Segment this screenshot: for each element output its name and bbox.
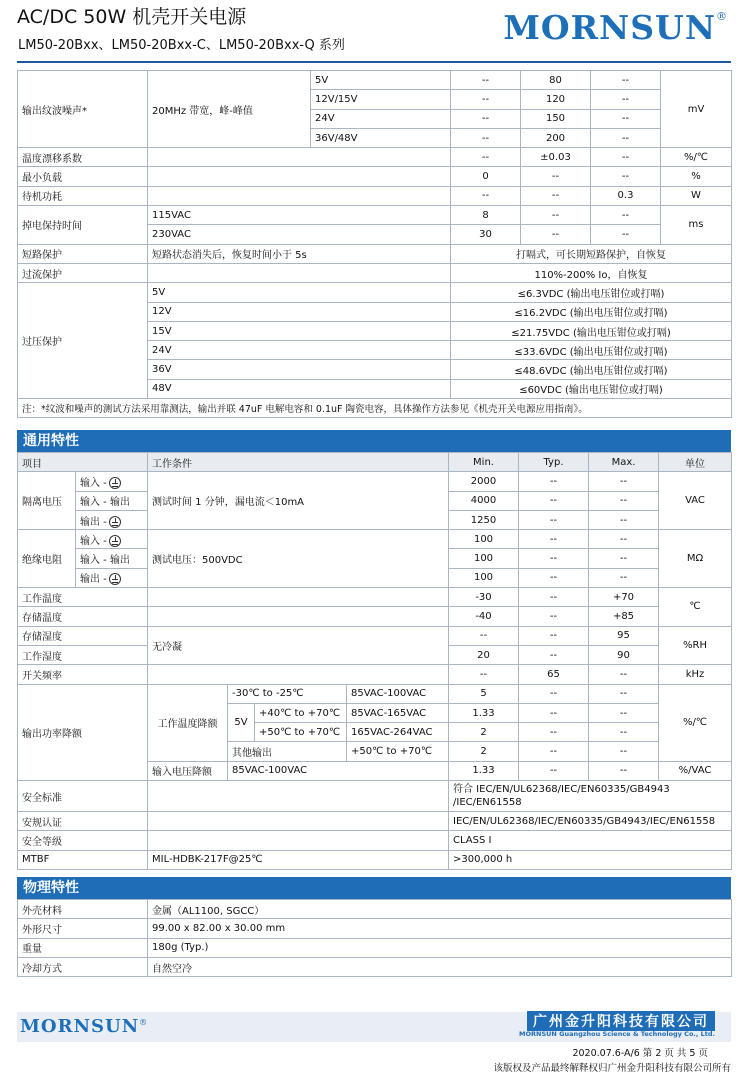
value-line: /IEC/EN61558: [453, 797, 522, 809]
footer-date-page: 2020.07.6-A/6 第 2 页 共 5 页: [572, 1048, 708, 1059]
typ-value: --: [519, 742, 589, 761]
typ-value: 65: [519, 665, 589, 684]
condition-cell: 12V: [148, 302, 451, 321]
table-row: [18, 167, 732, 186]
value-cell: 110%-200% Io，自恢复: [451, 263, 732, 282]
test-point: [76, 472, 148, 491]
ripple-voltage: 5V: [311, 71, 451, 90]
value-cell: ≤33.6VDC (输出电压钳位或打嗝): [451, 341, 732, 360]
item-label: 输出功率降额: [18, 684, 148, 780]
condition-cell: 无冷凝: [148, 626, 449, 665]
footer-logo: [20, 1016, 148, 1037]
derating-temp: 其他输出: [228, 742, 347, 761]
min-value: -30: [449, 588, 519, 607]
max-value: 95: [589, 626, 659, 645]
max-value: --: [589, 665, 659, 684]
typ-value: --: [519, 761, 589, 780]
table-row: [18, 626, 732, 645]
typ-value: --: [519, 588, 589, 607]
condition-cell: 36V: [148, 360, 451, 379]
typ-value: --: [519, 607, 589, 626]
max-value: --: [591, 148, 661, 167]
max-value: --: [591, 109, 661, 128]
value-cell: 金属（AL1100, SGCC）: [148, 900, 732, 919]
min-value: 100: [449, 549, 519, 568]
brand-logo: [503, 8, 728, 47]
table-row: [18, 530, 732, 549]
max-value: --: [591, 128, 661, 147]
value-cell: ≤16.2VDC (输出电压钳位或打嗝): [451, 302, 732, 321]
item-label: 待机功耗: [18, 186, 148, 205]
page-subtitle: LM50-20Bxx、LM50-20Bxx-C、LM50-20Bxx-Q 系列: [18, 38, 345, 53]
typ-value: 200: [521, 128, 591, 147]
condition-cell: 115VAC: [148, 206, 451, 225]
typ-value: --: [519, 530, 589, 549]
max-value: --: [589, 568, 659, 587]
test-point-label: 输出 -: [80, 516, 107, 528]
value-cell: >300,000 h: [449, 850, 732, 869]
derating-temp: +50℃ to +70℃: [255, 723, 347, 742]
typ-value: --: [521, 186, 591, 205]
test-point-label: 输入 -: [80, 535, 107, 547]
max-value: --: [591, 167, 661, 186]
min-value: 100: [449, 530, 519, 549]
min-value: 1250: [449, 510, 519, 529]
table-row: [18, 472, 732, 491]
footer-copyright: 该版权及产品最终解释权归广州金升阳科技有限公司所有: [493, 1063, 731, 1074]
table-row: [18, 607, 732, 626]
item-label: 安全等级: [18, 831, 148, 850]
min-value: 4000: [449, 491, 519, 510]
test-point: [76, 530, 148, 549]
table-row: [18, 148, 732, 167]
table-row: [18, 186, 732, 205]
table-row: [18, 900, 732, 919]
derating-type: 输入电压降额: [148, 761, 228, 780]
table-row: [18, 781, 732, 812]
min-value: -40: [449, 607, 519, 626]
page-title: AC/DC 50W 机壳开关电源: [17, 6, 247, 28]
item-label: 绝缘电阻: [18, 530, 76, 588]
unit-value: VAC: [659, 472, 732, 530]
test-point-label: 输入 -: [80, 477, 107, 489]
value-cell: 打嗝式，可长期短路保护，自恢复: [451, 244, 732, 263]
max-value: --: [589, 761, 659, 780]
table-row: [18, 919, 732, 938]
test-point: [76, 568, 148, 587]
typ-value: --: [519, 510, 589, 529]
typ-value: --: [521, 225, 591, 244]
table-header-row: [18, 453, 732, 472]
unit-value: %/VAC: [659, 761, 732, 780]
derating-vin: 85VAC-165VAC: [347, 703, 449, 722]
typ-value: --: [519, 472, 589, 491]
unit-value: %/℃: [661, 148, 732, 167]
value-cell: [449, 781, 732, 812]
table-row: [18, 588, 732, 607]
condition-cell: [148, 831, 449, 850]
typ-value: --: [519, 703, 589, 722]
unit-value: MΩ: [659, 530, 732, 588]
max-value: +70: [589, 588, 659, 607]
min-value: --: [449, 626, 519, 645]
value-line: 符合 IEC/EN/UL62368/IEC/EN60335/GB4943: [453, 784, 670, 796]
derating-vin: 85VAC-100VAC: [228, 761, 449, 780]
max-value: --: [589, 472, 659, 491]
max-value: --: [589, 742, 659, 761]
item-label: 冷却方式: [18, 957, 148, 976]
typ-value: 120: [521, 90, 591, 109]
table-row: [18, 244, 732, 263]
column-header: 项目: [18, 453, 148, 472]
typ-value: --: [519, 684, 589, 703]
column-header: Max.: [589, 453, 659, 472]
footer-company-name: 广州金升阳科技有限公司: [527, 1011, 715, 1031]
typ-value: --: [519, 723, 589, 742]
registered-mark: ®: [139, 1018, 149, 1027]
min-value: 100: [449, 568, 519, 587]
condition-cell: 48V: [148, 379, 451, 398]
min-value: 5: [449, 684, 519, 703]
derating-vin: 165VAC-264VAC: [347, 723, 449, 742]
condition-cell: 15V: [148, 321, 451, 340]
column-header: Typ.: [519, 453, 589, 472]
value-cell: ≤48.6VDC (输出电压钳位或打嗝): [451, 360, 732, 379]
footer-logo-text: MORNSUN: [20, 1016, 140, 1037]
typ-value: --: [519, 645, 589, 664]
min-value: --: [451, 128, 521, 147]
condition-cell: [148, 148, 451, 167]
table-row: [18, 399, 732, 418]
derating-type: 工作温度降额: [148, 684, 228, 761]
general-spec-table: [17, 452, 732, 870]
min-value: 2: [449, 723, 519, 742]
section-title-physical: 物理特性: [17, 877, 731, 899]
ripple-voltage: 36V/48V: [311, 128, 451, 147]
max-value: --: [591, 90, 661, 109]
min-value: 30: [451, 225, 521, 244]
condition-cell: [148, 167, 451, 186]
max-value: --: [589, 491, 659, 510]
max-value: +85: [589, 607, 659, 626]
table-row: [18, 206, 732, 225]
column-header: 工作条件: [148, 453, 449, 472]
ground-icon: [109, 573, 121, 585]
min-value: 2: [449, 742, 519, 761]
max-value: --: [591, 206, 661, 225]
max-value: --: [591, 225, 661, 244]
ground-icon: [109, 477, 121, 489]
derating-voltage: 5V: [228, 703, 255, 742]
min-value: 8: [451, 206, 521, 225]
unit-value: ℃: [659, 588, 732, 627]
typ-value: --: [519, 549, 589, 568]
table-row: [18, 938, 732, 957]
item-label: 短路保护: [18, 244, 148, 263]
min-value: 1.33: [449, 761, 519, 780]
min-value: --: [451, 186, 521, 205]
table-row: [18, 71, 732, 90]
table-row: [18, 812, 732, 831]
item-label: 过流保护: [18, 263, 148, 282]
derating-vin: 85VAC-100VAC: [347, 684, 449, 703]
item-label: MTBF: [18, 850, 148, 869]
item-label: 存储湿度: [18, 626, 148, 645]
ripple-voltage: 24V: [311, 109, 451, 128]
test-point-label: 输出 -: [80, 574, 107, 586]
unit-value: mV: [661, 71, 732, 148]
condition-cell: 24V: [148, 341, 451, 360]
item-label: 外形尺寸: [18, 919, 148, 938]
item-label: 安全标准: [18, 781, 148, 812]
max-value: --: [589, 723, 659, 742]
typ-value: --: [521, 167, 591, 186]
footer-company-english: MORNSUN Guangzhou Science & Technology Co., Ltd.: [519, 1030, 715, 1038]
unit-value: %: [661, 167, 732, 186]
typ-value: --: [519, 568, 589, 587]
min-value: --: [451, 71, 521, 90]
condition-cell: [148, 263, 451, 282]
ground-icon: [109, 535, 121, 547]
condition-cell: 短路状态消失后，恢复时间小于 5s: [148, 244, 451, 263]
condition-cell: 测试时间 1 分钟，漏电流＜10mA: [148, 472, 449, 530]
value-cell: 自然空冷: [148, 957, 732, 976]
typ-value: --: [519, 491, 589, 510]
test-point: 输入 - 输出: [76, 549, 148, 568]
item-label: 隔离电压: [18, 472, 76, 530]
max-value: --: [589, 530, 659, 549]
item-label: 安规认证: [18, 812, 148, 831]
condition-cell: MIL-HDBK-217F@25℃: [148, 850, 449, 869]
column-header: Min.: [449, 453, 519, 472]
registered-mark: ®: [716, 10, 728, 23]
column-header: 单位: [659, 453, 732, 472]
table-row: [18, 684, 732, 703]
value-cell: 180g (Typ.): [148, 938, 732, 957]
output-spec-table: [17, 70, 732, 418]
typ-value: 80: [521, 71, 591, 90]
item-label: 开关频率: [18, 665, 148, 684]
condition-cell: 230VAC: [148, 225, 451, 244]
ripple-item: 输出纹波噪声*: [18, 71, 148, 148]
min-value: --: [451, 109, 521, 128]
brand-logo-text: MORNSUN: [503, 8, 716, 47]
unit-value: %RH: [659, 626, 732, 665]
table-row: [18, 665, 732, 684]
test-point: [76, 510, 148, 529]
item-label: 存储温度: [18, 607, 148, 626]
table-row: [18, 957, 732, 976]
min-value: 2000: [449, 472, 519, 491]
max-value: --: [589, 549, 659, 568]
ripple-voltage: 12V/15V: [311, 90, 451, 109]
typ-value: 150: [521, 109, 591, 128]
condition-cell: [148, 781, 449, 812]
condition-cell: [148, 812, 449, 831]
item-label: 外壳材料: [18, 900, 148, 919]
table-row: [18, 831, 732, 850]
min-value: --: [451, 148, 521, 167]
header-divider: [17, 61, 731, 63]
min-value: --: [451, 90, 521, 109]
unit-value: %/℃: [659, 684, 732, 761]
max-value: --: [591, 71, 661, 90]
item-label: 温度漂移系数: [18, 148, 148, 167]
max-value: --: [589, 703, 659, 722]
max-value: --: [589, 684, 659, 703]
ripple-condition: 20MHz 带宽，峰-峰值: [148, 71, 311, 148]
min-value: 20: [449, 645, 519, 664]
condition-cell: [148, 186, 451, 205]
test-point: 输入 - 输出: [76, 491, 148, 510]
table-row: [18, 283, 732, 302]
condition-cell: 测试电压：500VDC: [148, 530, 449, 588]
item-label: 重量: [18, 938, 148, 957]
ground-icon: [109, 516, 121, 528]
value-cell: IEC/EN/UL62368/IEC/EN60335/GB4943/IEC/EN61558: [449, 812, 732, 831]
item-label: 最小负载: [18, 167, 148, 186]
min-value: 0: [451, 167, 521, 186]
table-row: [18, 850, 732, 869]
item-label: 掉电保持时间: [18, 206, 148, 245]
value-cell: 99.00 x 82.00 x 30.00 mm: [148, 919, 732, 938]
derating-temp: +40℃ to +70℃: [255, 703, 347, 722]
item-label: 工作湿度: [18, 645, 148, 664]
min-value: 1.33: [449, 703, 519, 722]
item-label: 工作温度: [18, 588, 148, 607]
physical-spec-table: [17, 899, 732, 977]
condition-cell: [148, 665, 449, 684]
max-value: --: [589, 510, 659, 529]
typ-value: --: [519, 626, 589, 645]
condition-cell: [148, 607, 449, 626]
min-value: --: [449, 665, 519, 684]
typ-value: --: [521, 206, 591, 225]
value-cell: ≤6.3VDC (输出电压钳位或打嗝): [451, 283, 732, 302]
value-cell: ≤21.75VDC (输出电压钳位或打嗝): [451, 321, 732, 340]
derating-temp: -30℃ to -25℃: [228, 684, 347, 703]
footnote: 注：*纹波和噪声的测试方法采用靠测法，输出并联 47uF 电解电容和 0.1uF 陶瓷电容，具体操作方法参见《机壳开关电源应用指南》。: [18, 399, 732, 418]
typ-value: ±0.03: [521, 148, 591, 167]
unit-value: kHz: [659, 665, 732, 684]
table-row: [18, 263, 732, 282]
item-label: 过压保护: [18, 283, 148, 399]
derating-vin: +50℃ to +70℃: [347, 742, 449, 761]
condition-cell: [148, 588, 449, 607]
unit-value: W: [661, 186, 732, 205]
value-cell: ≤60VDC (输出电压钳位或打嗝): [451, 379, 732, 398]
max-value: 0.3: [591, 186, 661, 205]
max-value: 90: [589, 645, 659, 664]
unit-value: ms: [661, 206, 732, 245]
condition-cell: 5V: [148, 283, 451, 302]
section-title-general: 通用特性: [17, 430, 731, 452]
value-cell: CLASS I: [449, 831, 732, 850]
